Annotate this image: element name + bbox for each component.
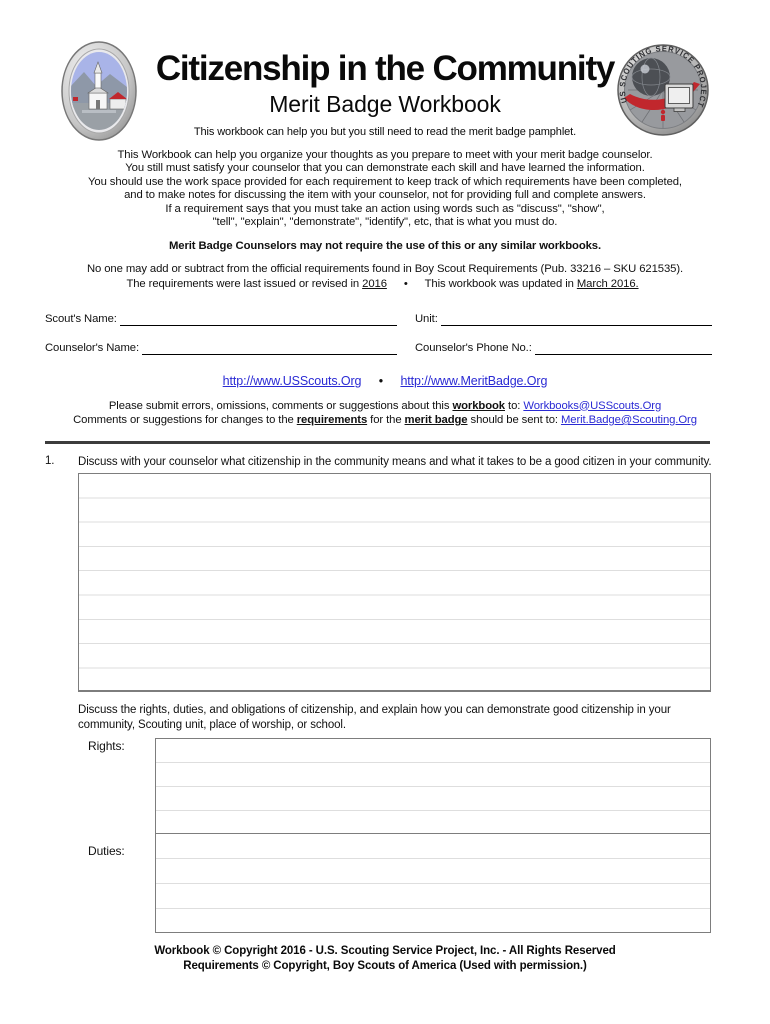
section-divider	[45, 441, 710, 444]
duties-row	[45, 834, 770, 933]
comments-mid2-text: should be sent to:	[470, 414, 558, 426]
updated-prefix: This workbook was updated in	[424, 277, 574, 290]
comments-pre-text: Comments or suggestions for changes to the	[73, 414, 294, 426]
page-title: Citizenship in the Community	[155, 49, 615, 88]
unit-input[interactable]	[441, 311, 712, 326]
official-requirements-note: No one may add or subtract from the official requirements found in Boy Scout Requirements (Pub. 33216 – SKU 621535).	[86, 263, 684, 275]
intro-line: You still must satisfy your counselor that you can demonstrate each skill and have learned the information.	[125, 162, 645, 174]
intro-line: You should use the work space provided for each requirement to keep track of which requirements have been completed,	[88, 175, 682, 188]
intro-line: If a requirement says that you must take an action using words such as "discuss", "show",	[165, 202, 605, 215]
rights-row	[45, 733, 770, 834]
footer-copyright-requirements: Requirements © Copyright, Boy Scouts of America (Used with permission.)	[183, 959, 587, 972]
counselor-name-label: Counselor's Name:	[45, 341, 140, 354]
requirement-1-subquestion: Discuss the rights, duties, and obligations of citizenship, and explain how you can demonstrate good citizenship in your community, Scouting unit, place of worship, or school.	[78, 703, 671, 731]
requirements-emphasis: requirements	[296, 414, 368, 426]
page-tagline: This workbook can help you but you still need to read the merit badge pamphlet.	[193, 126, 577, 138]
merit-badge-icon	[60, 40, 138, 142]
site-links	[0, 375, 770, 389]
comments-mid-text: for the	[370, 414, 402, 426]
requirement-1-answer-box[interactable]	[78, 473, 711, 692]
scout-name-label: Scout's Name:	[45, 312, 117, 325]
emblem-red-figure	[661, 110, 665, 121]
counselor-note: Merit Badge Counselors may not require the use of this or any similar workbooks.	[168, 239, 602, 252]
duties-answer-box[interactable]	[155, 833, 711, 933]
workbooks-email-link[interactable]: Workbooks@USScouts.Org	[523, 399, 662, 412]
requirement-1-text: Discuss with your counselor what citizenship in the community means and what it takes to be a good citizen in your community.	[78, 455, 712, 468]
bullet-separator: •	[403, 277, 408, 290]
counselor-phone-input[interactable]	[535, 340, 712, 355]
submit-mid-text: to:	[508, 399, 521, 412]
workbook-emphasis: workbook	[452, 399, 505, 412]
page-subtitle: Merit Badge Workbook	[269, 91, 501, 117]
intro-line: and to make notes for discussing the item with your counselor, not for providing full and complete answers.	[124, 189, 646, 201]
identity-form	[45, 310, 712, 355]
merit-badge-image	[60, 40, 138, 142]
merit-badge-emphasis: merit badge	[404, 414, 468, 426]
submit-errors-line	[0, 400, 770, 414]
emblem-globe	[632, 58, 670, 96]
emblem-computer	[665, 84, 693, 112]
updated-date: March 2016.	[576, 277, 639, 290]
revised-prefix: The requirements were last issued or revised in	[126, 277, 360, 290]
counselor-phone-label: Counselor's Phone No.:	[415, 341, 532, 354]
submit-pre-text: Please submit errors, omissions, comments or suggestions about this	[108, 399, 450, 412]
rights-label: Rights:	[88, 738, 125, 753]
rights-answer-box[interactable]	[155, 738, 711, 834]
meritbadge-email-link[interactable]: Merit.Badge@Scouting.Org	[560, 414, 697, 426]
counselor-name-input[interactable]	[142, 340, 397, 355]
duties-label: Duties:	[88, 843, 125, 858]
usssp-emblem-image	[616, 38, 710, 142]
requirement-1-number: 1.	[45, 454, 55, 467]
bullet-separator: •	[378, 374, 384, 388]
usssp-emblem-icon	[616, 38, 710, 142]
requirement-1	[45, 455, 712, 470]
usscouts-link[interactable]: http://www.USScouts.Org	[222, 374, 362, 388]
intro-line: This Workbook can help you organize your thoughts as you prepare to meet with your merit badge counselor.	[117, 148, 653, 161]
footer	[0, 944, 770, 974]
footer-copyright-workbook: Workbook © Copyright 2016 - U.S. Scouting Service Project, Inc. - All Rights Reserved	[154, 944, 616, 957]
emblem-ring-text: US SCOUTING SERVICE PROJECT	[617, 44, 709, 110]
revised-year: 2016	[362, 277, 387, 290]
comments-line	[0, 414, 770, 428]
meritbadge-link[interactable]: http://www.MeritBadge.Org	[400, 374, 548, 388]
intro-paragraph	[0, 149, 770, 230]
intro-line: "tell", "explain", "demonstrate", "identify", etc, that is what you must do.	[212, 216, 558, 228]
scout-name-input[interactable]	[120, 311, 397, 326]
unit-label: Unit:	[415, 312, 438, 325]
revision-line	[0, 278, 770, 292]
